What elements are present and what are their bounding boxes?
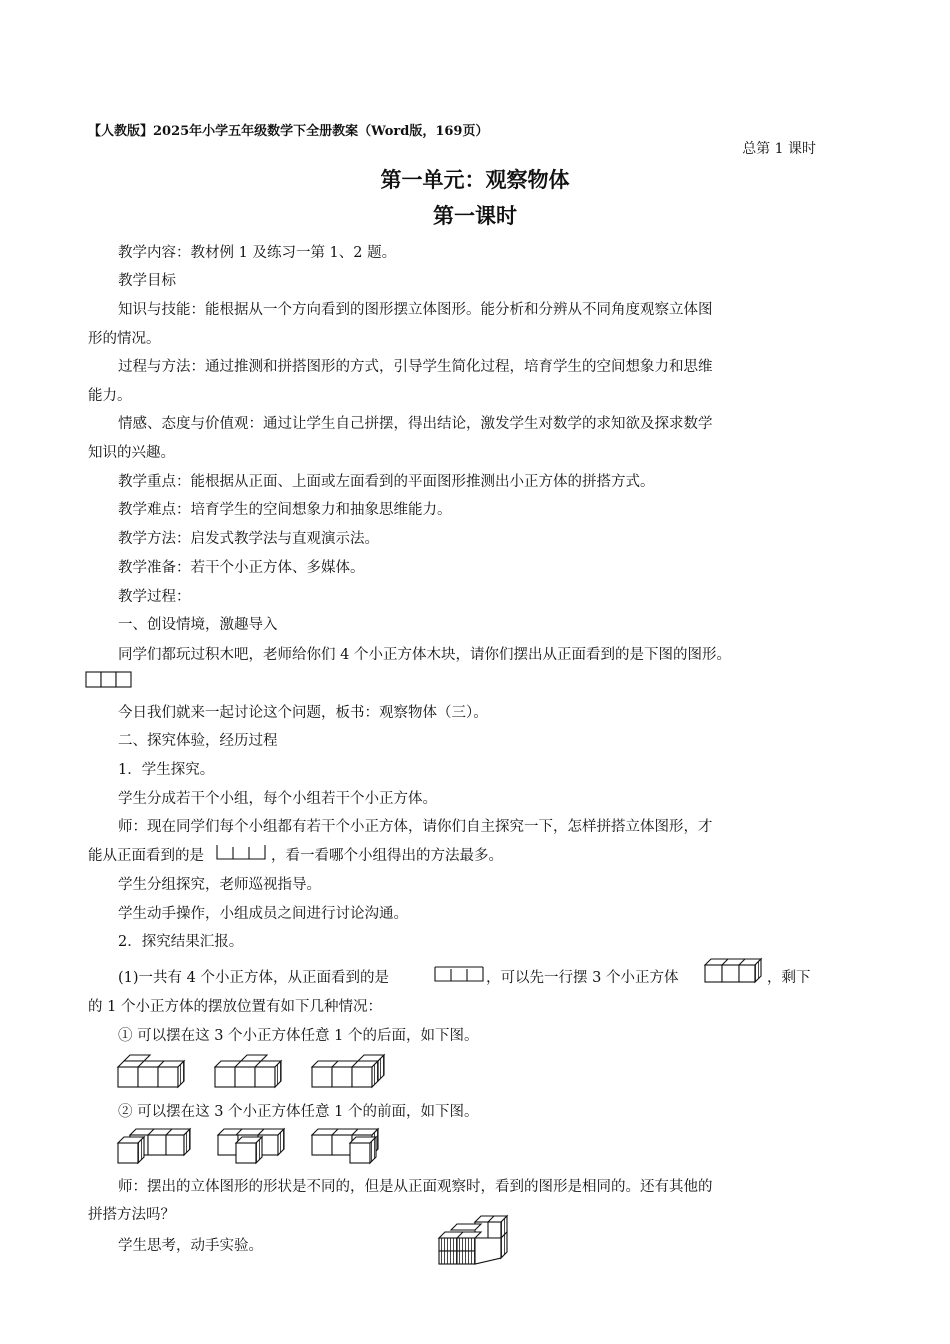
section-1-heading: 一、创设情境，激趣导入 xyxy=(118,617,278,633)
teaching-goal-heading: 教学目标 xyxy=(118,273,176,289)
step-2: 2．探究结果汇报。 xyxy=(118,934,244,950)
today-text: 今日我们就来一起讨论这个问题，板书：观察物体（三）。 xyxy=(118,705,488,721)
emotion-goal-line2: 知识的兴趣。 xyxy=(88,445,175,461)
teacher-comment-line2: 拼搭方法吗？ xyxy=(88,1207,175,1223)
student-think: 学生思考，动手实验。 xyxy=(118,1238,263,1254)
result-line2: 的 1 个小正方体的摆放位置有如下几种情况： xyxy=(88,999,382,1015)
case1-figure-b xyxy=(213,1053,289,1089)
case-1-text: ① 可以摆在这 3 个小正方体任意 1 个的后面，如下图。 xyxy=(118,1028,479,1044)
group-work: 学生分组探究，老师巡视指导。 xyxy=(118,877,321,893)
teacher-question-line2a: 能从正面看到的是 xyxy=(88,848,204,864)
case2-figure-a xyxy=(116,1127,196,1165)
case1-figure-c xyxy=(310,1053,392,1089)
lesson-title: 第一课时 xyxy=(433,203,517,228)
hands-on: 学生动手操作，小组成员之间进行讨论沟通。 xyxy=(118,906,408,922)
knowledge-goal-line2: 形的情况。 xyxy=(88,331,161,347)
case2-figure-c xyxy=(310,1127,390,1165)
key-point: 教学重点：能根据从正面、上面或左面看到的平面图形推测出小正方体的拼搭方式。 xyxy=(118,474,655,490)
teacher-comment-line1: 师：摆出的立体图形的形状是不同的，但是从正面观察时，看到的图形是相同的。还有其他的 xyxy=(118,1179,713,1195)
emotion-goal-line1: 情感、态度与价值观：通过让学生自己拼摆，得出结论，激发学生对数学的求知欲及探求数学 xyxy=(118,416,713,432)
case1-figure-a xyxy=(116,1053,192,1089)
result-line1a: (1)一共有 4 个小正方体，从正面看到的是 xyxy=(118,970,389,986)
three-cube-row xyxy=(703,958,767,984)
result-line1b: ，可以先一行摆 3 个小正方体 xyxy=(486,970,679,986)
process-goal-line1: 过程与方法：通过推测和拼搭图形的方式，引导学生简化过程，培育学生的空间想象力和思维 xyxy=(118,359,713,375)
step-1: 1．学生探究。 xyxy=(118,762,215,778)
process-goal-line2: 能力。 xyxy=(88,388,132,404)
unit-title: 第一单元：观察物体 xyxy=(380,167,570,192)
case2-figure-b xyxy=(216,1127,296,1165)
case-2-text: ② 可以摆在这 3 个小正方体任意 1 个的前面，如下图。 xyxy=(118,1104,479,1120)
process-heading: 教学过程： xyxy=(118,589,191,605)
section-2-heading: 二、探究体验，经历过程 xyxy=(118,733,278,749)
knowledge-goal-line1: 知识与技能：能根据从一个方向看到的图形摆立体图形。能分析和分辨从不同角度观察立体图 xyxy=(118,302,713,318)
teaching-prep: 教学准备：若干个小正方体、多媒体。 xyxy=(118,560,365,576)
teacher-question-line2b: ，看一看哪个小组得出的方法最多。 xyxy=(271,848,503,864)
teacher-question-line1: 师：现在同学们每个小组都有若干个小正方体，请你们自主探究一下，怎样拼搭立体图形，才 xyxy=(118,819,713,835)
document-header-title: 【人教版】2025年小学五年级数学下全册教案（Word版，169页） xyxy=(88,124,489,139)
difficulty: 教学难点：培育学生的空间想象力和抽象思维能力。 xyxy=(118,502,452,518)
group-text: 学生分成若干个小组，每个小组若干个小正方体。 xyxy=(118,791,437,807)
front-view-figure xyxy=(85,671,135,689)
lesson-count: 总第 1 课时 xyxy=(742,141,816,157)
teaching-method: 教学方法：启发式教学法与直观演示法。 xyxy=(118,531,379,547)
stacked-cube-figure xyxy=(437,1214,517,1266)
inline-front-view-2 xyxy=(434,965,486,983)
result-line1c: ，剩下 xyxy=(767,970,811,986)
intro-text: 同学们都玩过积木吧，老师给你们 4 个小正方体木块，请你们摆出从正面看到的是下图的图形。 xyxy=(118,647,731,663)
inline-front-view-1 xyxy=(216,843,268,861)
teaching-content: 教学内容：教材例 1 及练习一第 1、2 题。 xyxy=(118,245,397,261)
